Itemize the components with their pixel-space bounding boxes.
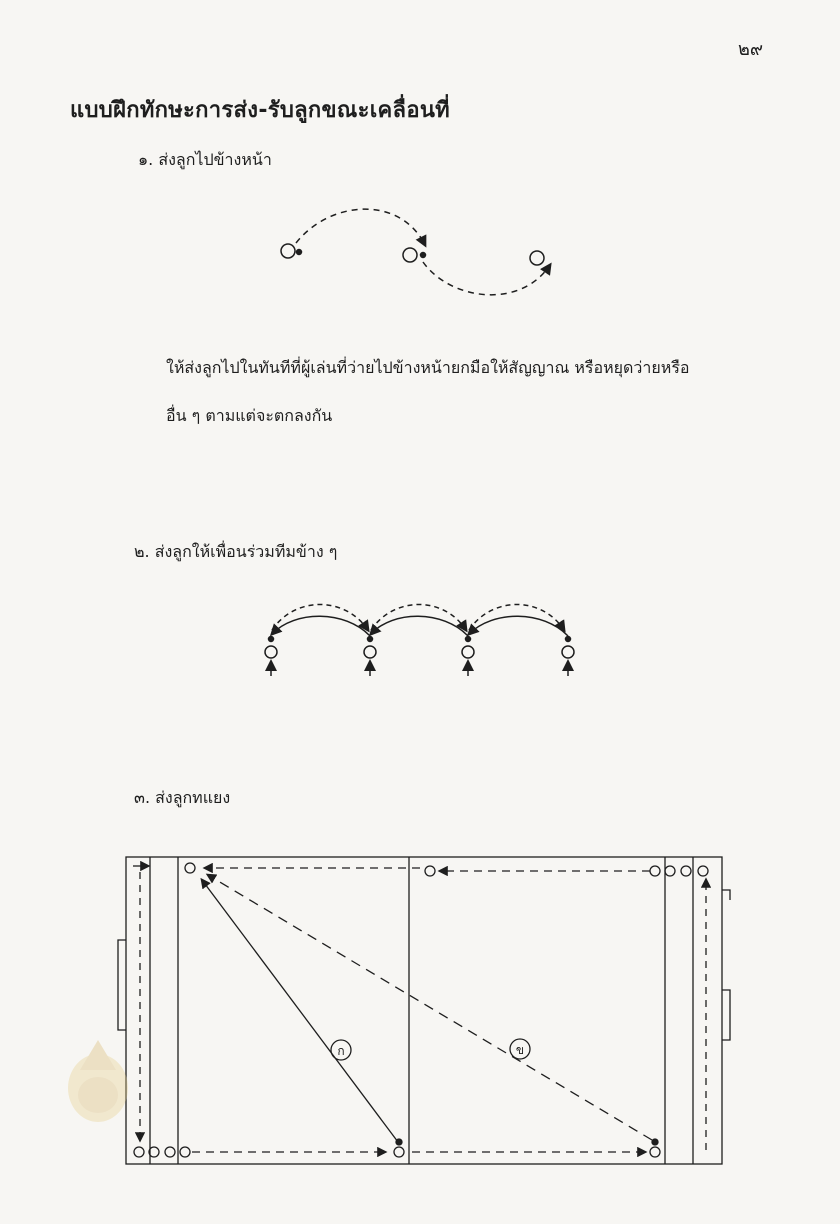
pass-line-b: [208, 875, 652, 1140]
player-icon: [134, 1147, 144, 1157]
section-1-description-line-2: อื่น ๆ ตามแต่จะตกลงกัน: [166, 406, 333, 425]
pass-arc-solid: [371, 616, 468, 636]
ball-icon: [421, 253, 426, 258]
player-icon: [650, 866, 660, 876]
pass-arc-dashed: [469, 605, 564, 631]
player-icon: [650, 1147, 660, 1157]
pass-arc-dashed: [371, 605, 466, 631]
player-icon: [562, 646, 574, 658]
pass-path-arrow: [296, 209, 425, 245]
section-3-title: ๓. ส่งลูกทแยง: [134, 788, 231, 807]
ball-icon: [566, 637, 571, 642]
ball-icon: [269, 637, 274, 642]
player-icon: [462, 646, 474, 658]
player-icon: [165, 1147, 175, 1157]
pass-line-a: [202, 880, 398, 1142]
player-icon: [665, 866, 675, 876]
seal-watermark-icon: [68, 1040, 128, 1122]
player-icon: [425, 866, 435, 876]
field-outline: [126, 857, 722, 1164]
diagram-label-b: ข: [515, 1043, 525, 1057]
ball-icon: [466, 637, 471, 642]
player-icon: [403, 248, 417, 262]
player-icon: [265, 646, 277, 658]
pass-arc-dashed: [272, 605, 368, 631]
player-icon: [364, 646, 376, 658]
section-1-title: ๑. ส่งลูกไปข้างหน้า: [138, 150, 272, 169]
ball-icon: [297, 250, 302, 255]
right-goal: [722, 990, 730, 1040]
section-1-description-line-1: ให้ส่งลูกไปในทันทีที่ผู้เล่นที่ว่ายไปข้างหน้ายกมือให้สัญญาณ หรือหยุดว่ายหรือ: [166, 358, 690, 377]
diagram-label-a: ก: [337, 1044, 345, 1058]
pass-path-arrow: [423, 262, 550, 295]
pass-arc-solid: [469, 616, 568, 636]
pass-arc-solid: [272, 616, 370, 636]
ball-icon: [652, 1139, 658, 1145]
player-icon: [180, 1147, 190, 1157]
page-heading: แบบฝึกทักษะการส่ง-รับลูกขณะเคลื่อนที่: [70, 98, 450, 123]
player-icon: [698, 866, 708, 876]
player-icon: [281, 244, 295, 258]
section-2-title: ๒. ส่งลูกให้เพื่อนร่วมทีมข้าง ๆ: [134, 542, 338, 561]
forward-pass-diagram: [281, 209, 550, 295]
lateral-pass-diagram: [265, 605, 574, 677]
left-goal: [118, 940, 126, 1030]
player-icon: [394, 1147, 404, 1157]
player-icon: [185, 863, 195, 873]
page-number: ๒๙: [738, 39, 764, 60]
ball-icon: [368, 637, 373, 642]
player-icon: [681, 866, 691, 876]
player-icon: [530, 251, 544, 265]
diagonal-pass-diagram: [118, 857, 730, 1164]
